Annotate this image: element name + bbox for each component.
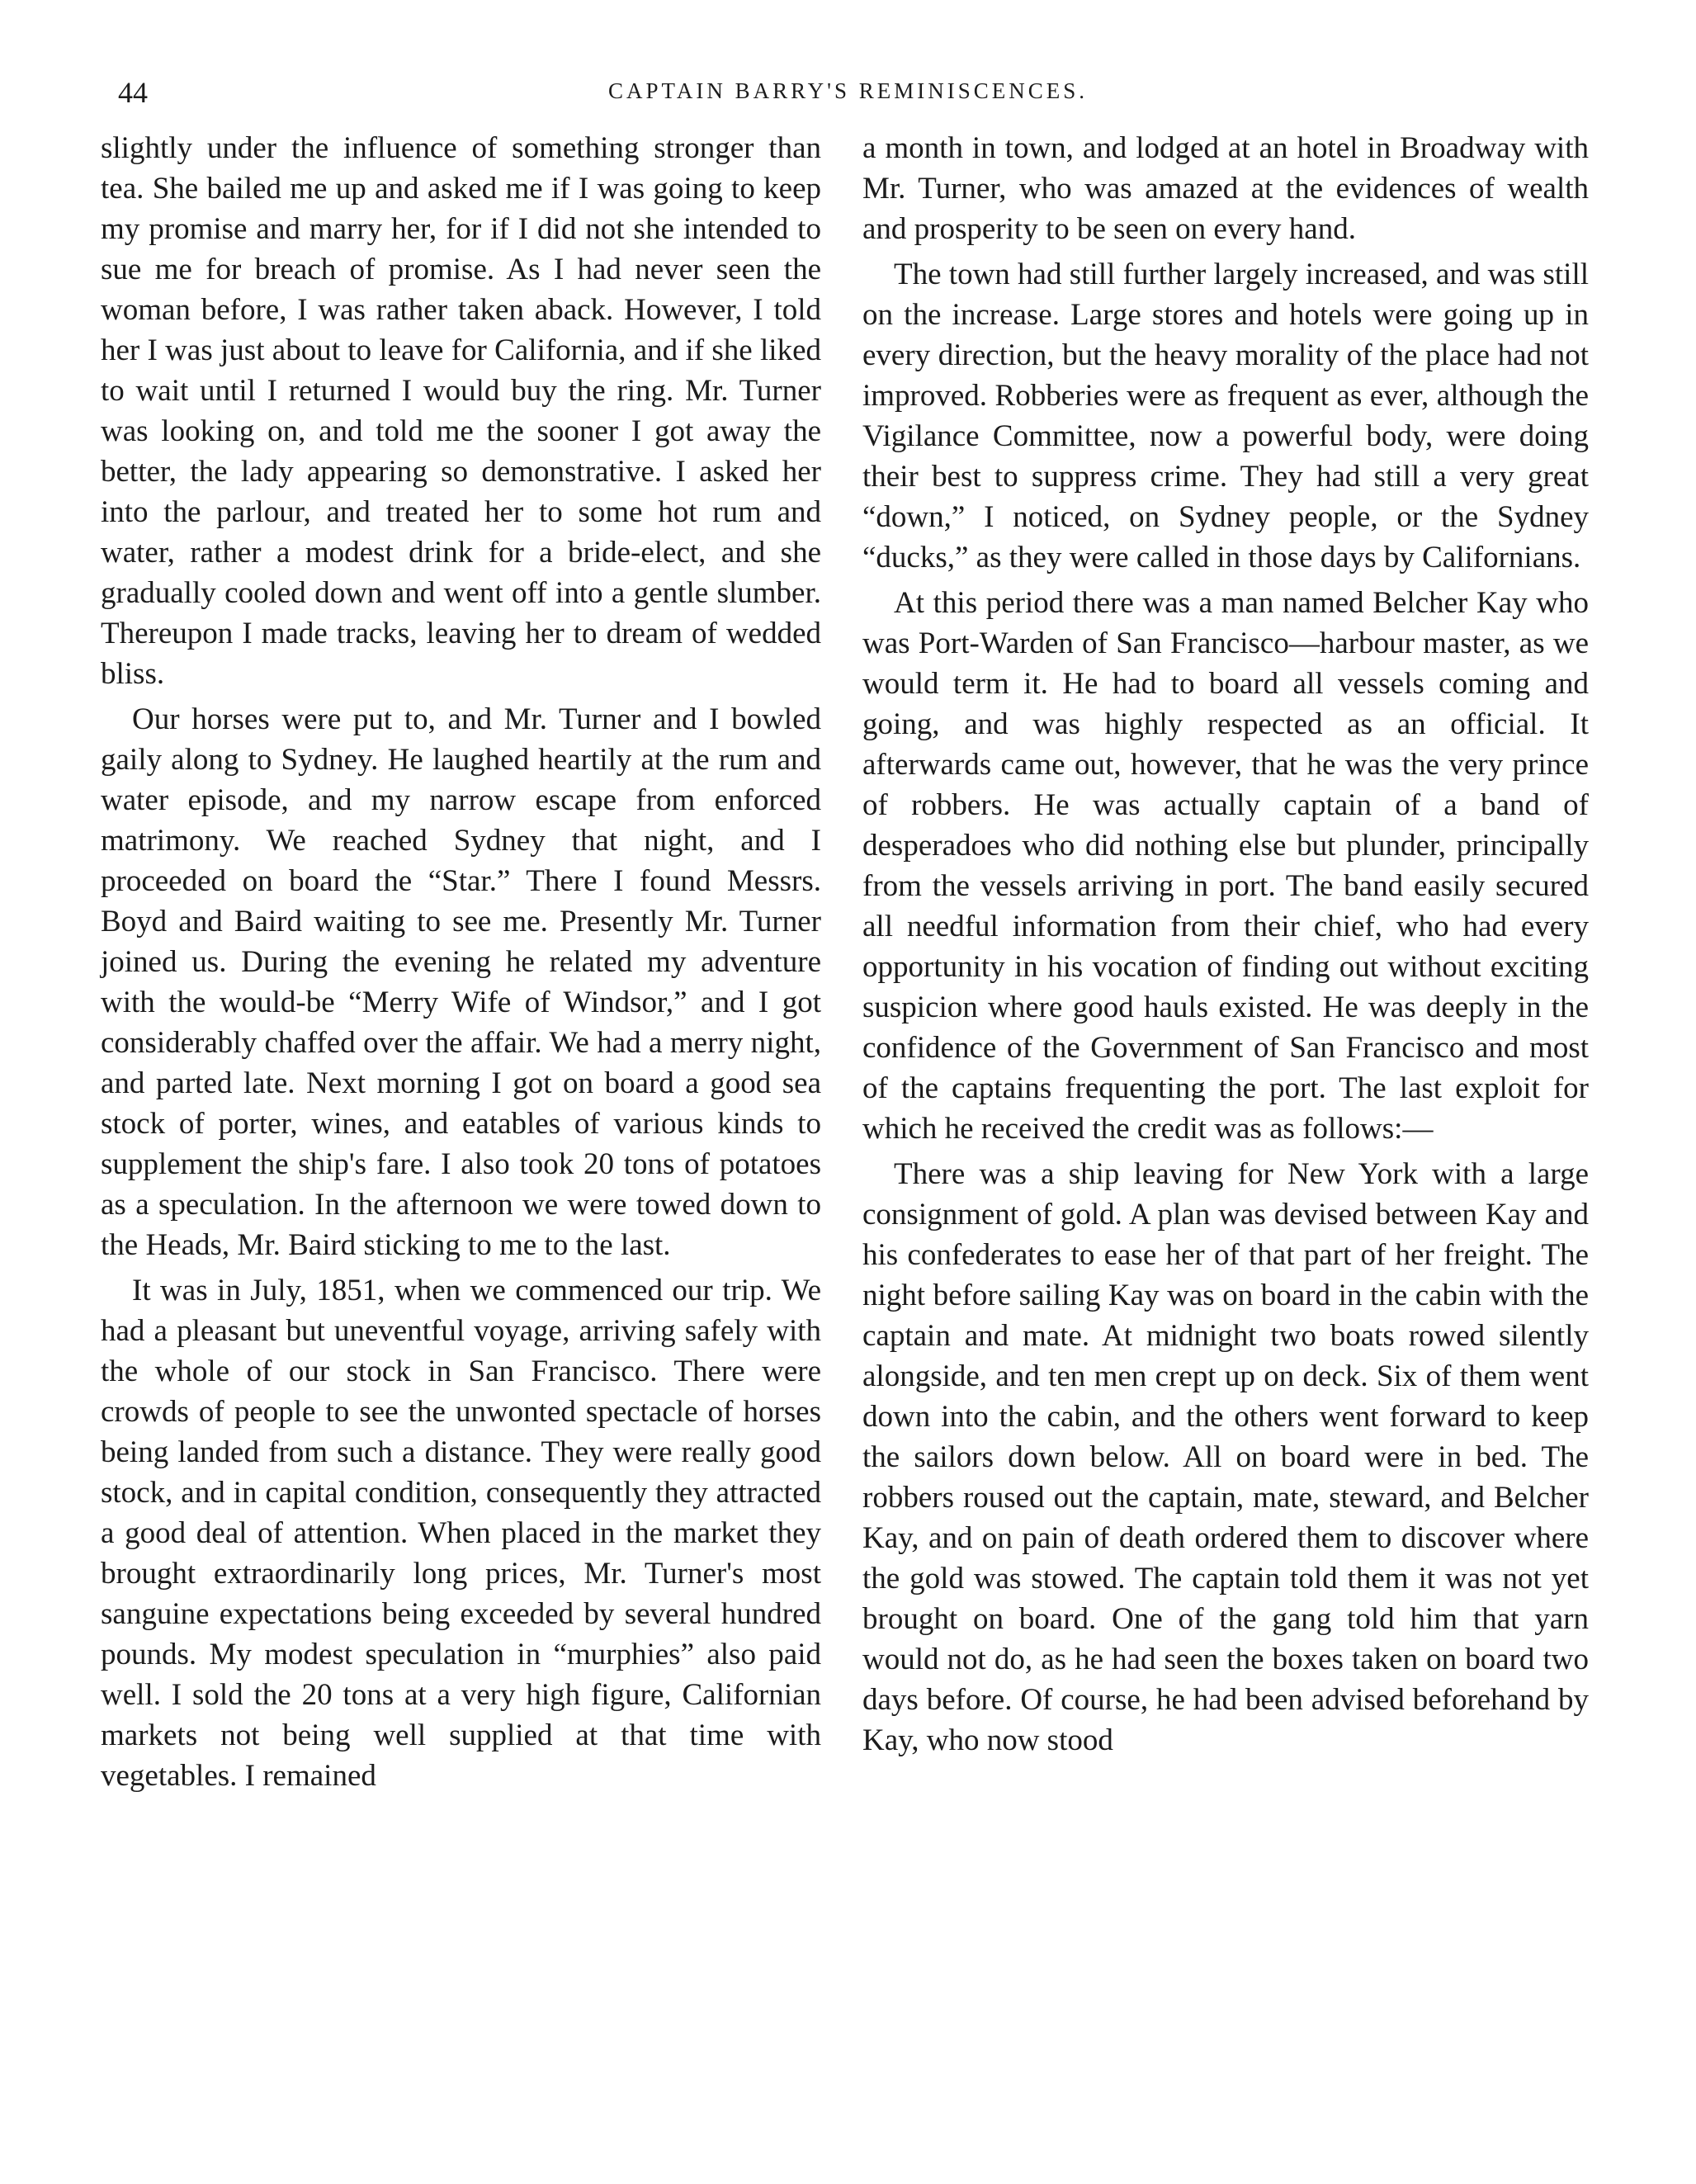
paragraph-right-3: At this period there was a man named Belcher Kay who was Port-Warden of San Francisco—harbour master, as we would term it. He had to board all vessels coming and going, and was highly respected as an official. It afterwards came out, however, that he was the very prince of robbers. He was actually captain of a band of desperadoes who did nothing else but plunder, principally from the vessels arriving in port. The band easily secured all needful information from their chief, who had every opportunity in his vocation of finding out without exciting suspicion where good hauls existed. He was deeply in the confidence of the Government of San Francisco and most of the captains frequenting the port. The last exploit for which he received the credit was as follows:— — [862, 586, 1589, 1146]
page-number: 44 — [118, 76, 148, 109]
paragraph-left-2: Our horses were put to, and Mr. Turner and I bowled gaily along to Sydney. He laughed heartily at the rum and water episode, and my narrow escape from enforced matrimony. We reached Sydney that night, and I proceeded on board the “Star.” There I found Messrs. Boyd and Baird waiting to see me. Presently Mr. Turner joined us. During the evening he related my adventure with the would-be “Merry Wife of Windsor,” and I got considerably chaffed over the affair. We had a merry night, and parted late. Next morning I got on board a good sea stock of porter, wines, and eatables of various kinds to supplement the ship's fare. I also took 20 tons of potatoes as a speculation. In the afternoon we were towed down to the Heads, Mr. Baird sticking to me to the last. — [101, 702, 821, 1262]
paragraph-right-2: The town had still further largely increased, and was still on the increase. Large stores and hotels were going up in every direction, but the heavy morality of the place had not improved. Robberies were as frequent as ever, although the Vigilance Committee, now a powerful body, were doing their best to suppress crime. They had still a very great “down,” I noticed, on Sydney people, or the Sydney “ducks,” as they were called in those days by Californians. — [862, 258, 1589, 574]
right-column — [862, 128, 1589, 1761]
paragraph-left-1: slightly under the influence of something stronger than tea. She bailed me up and asked me if I was going to keep my promise and marry her, for if I did not she intended to sue me for breach of promise. As I had never seen the woman before, I was rather taken aback. However, I told her I was just about to leave for California, and if she liked to wait until I returned I would buy the ring. Mr. Turner was looking on, and told me the sooner I got away the better, the lady appearing so demonstrative. I asked her into the parlour, and treated her to some hot rum and water, rather a modest drink for a bride-elect, and she gradually cooled down and went off into a gentle slumber. Thereupon I made tracks, leaving her to dream of wedded bliss. — [101, 131, 821, 691]
paragraph-right-1: a month in town, and lodged at an hotel in Broadway with Mr. Turner, who was amazed at the evidences of wealth and prosperity to be seen on every hand. — [862, 131, 1589, 246]
paragraph-left-3: It was in July, 1851, when we commenced our trip. We had a pleasant but uneventful voyage, arriving safely with the whole of our stock in San Francisco. There were crowds of people to see the unwonted spectacle of horses being landed from such a distance. They were really good stock, and in capital condition, consequently they attracted a good deal of attention. When placed in the market they brought extraordinarily long prices, Mr. Turner's most sanguine expectations being exceeded by several hundred pounds. My modest speculation in “murphies” also paid well. I sold the 20 tons at a very high figure, Californian markets not being well supplied at that time with vegetables. I remained — [101, 1274, 821, 1793]
paragraph-right-4: There was a ship leaving for New York with a large consignment of gold. A plan was devised between Kay and his confederates to ease her of that part of her freight. The night before sailing Kay was on board in the cabin with the captain and mate. At midnight two boats rowed silently alongside, and ten men crept up on deck. Six of them went down into the cabin, and the others went forward to keep the sailors down below. All on board were in bed. The robbers roused out the captain, mate, steward, and Belcher Kay, and on pain of death ordered them to discover where the gold was stowed. The captain told them it was not yet brought on board. One of the gang told him that yarn would not do, as he had seen the boxes taken on board two days before. Of course, he had been advised beforehand by Kay, who now stood — [862, 1157, 1589, 1757]
left-column — [101, 128, 821, 1796]
running-title: CAPTAIN BARRY'S REMINISCENCES. — [607, 78, 1089, 103]
